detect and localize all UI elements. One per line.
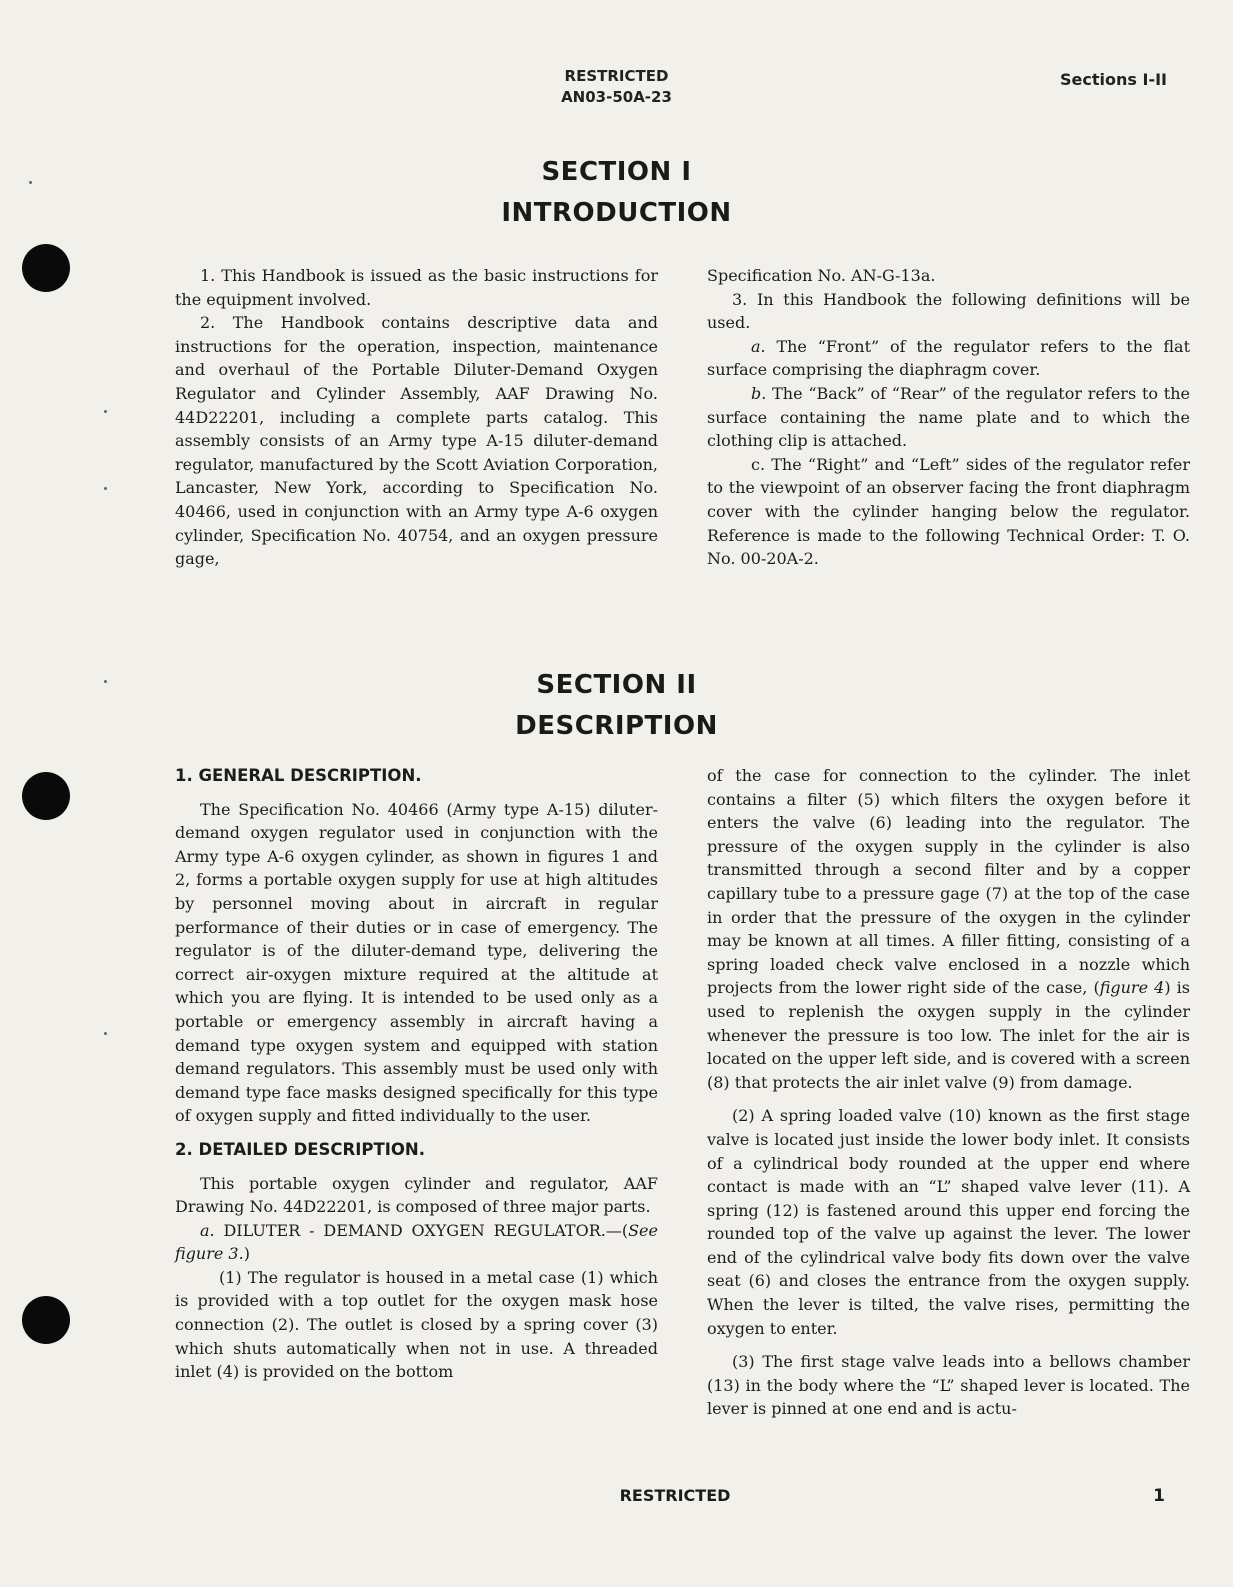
- binder-hole-bottom: [22, 1296, 70, 1344]
- speck: [104, 487, 107, 490]
- regulator-subheading-text: DILUTER - DEMAND OXYGEN REGULATOR.—(: [214, 1220, 629, 1240]
- section1-left-column: [175, 264, 658, 571]
- footer-restricted: RESTRICTED: [619, 1486, 731, 1505]
- binder-hole-top: [22, 244, 70, 292]
- definition-b-text: The “Back” of “Rear” of the regulator refers to the surface containing the name plate and to which the clothing clip is attached.: [707, 383, 1190, 451]
- regulator-paragraph-3: (3) The first stage valve leads into a bellows chamber (13) in the body where the “L” shaped lever is located. The lever is pinned at one end and is actu-: [707, 1352, 1190, 1419]
- intro-paragraph-2: 2. The Handbook contains descriptive data and instructions for the operation, inspection, maintenance and overhaul of the Portable Diluter-Demand Oxygen Regulator and Cylinder Assembly, AAF Drawing No. 44D22201, including a complete parts catalog. This assembly consists of an Army type A-15 diluter-demand regulator, manufactured by the Scott Aviation Corporation, Lancaster, New York, according to Specification No. 40466, used in conjunction with an Army type A-6 oxygen cylinder, Specification No. 40754, and an oxygen pressure gage,: [175, 313, 658, 569]
- page-number: 1: [1153, 1486, 1165, 1506]
- general-description-heading: 1. GENERAL DESCRIPTION.: [175, 766, 422, 785]
- section1-number: SECTION I: [541, 157, 692, 187]
- section2-right-column: [707, 764, 1190, 1421]
- definition-a: [707, 335, 1190, 382]
- speck: [104, 410, 107, 413]
- header-doc-number: AN03-50A-23: [561, 88, 672, 106]
- regulator-subheading-close: ): [243, 1244, 250, 1264]
- header-sections-label: Sections I-II: [1060, 70, 1167, 89]
- regulator-paragraph-1-continued-b: ) is used to replenish the oxygen supply in the cylinder whenever the pressure is too low. The inlet for the air is located on the upper left side, and is covered with a screen (8) that protects the air inlet valve (9) from damage.: [707, 978, 1191, 1092]
- header-restricted: RESTRICTED: [564, 67, 669, 85]
- filler-figure-reference: figure 4: [1099, 978, 1165, 998]
- regulator-subheading-label: a.: [200, 1220, 215, 1240]
- intro-paragraph-2-continued: Specification No. AN-G-13a.: [707, 266, 936, 285]
- intro-paragraph-3: 3. In this Handbook the following definitions will be used.: [707, 289, 1190, 333]
- section2-title: DESCRIPTION: [515, 711, 718, 741]
- regulator-paragraph-1: (1) The regulator is housed in a metal case (1) which is provided with a top outlet for the oxygen mask hose connection (2). The outlet is closed by a spring cover (3) which shuts automatically when not in use. A threaded inlet (4) is provided on the bottom: [175, 1267, 658, 1382]
- section1-title: INTRODUCTION: [501, 198, 732, 228]
- definition-c: c. The “Right” and “Left” sides of the regulator refer to the viewpoint of an observer facing the front diaphragm cover with the cylinder hanging below the regulator. Reference is made to the following Technical Order: T. O. No. 00-20A-2.: [707, 454, 1190, 569]
- regulator-paragraph-1-continued: [707, 764, 1190, 1094]
- definition-a-text: The “Front” of the regulator refers to the flat surface comprising the diaphragm cover.: [707, 336, 1190, 380]
- page-header: [0, 66, 1233, 108]
- regulator-subheading: [175, 1219, 658, 1266]
- regulator-figure-reference: See figure 3.: [175, 1220, 658, 1264]
- definition-a-label: a.: [751, 336, 766, 356]
- definition-b: [707, 382, 1190, 453]
- section1-right-column: [707, 264, 1190, 571]
- definition-b-label: b.: [751, 383, 767, 403]
- general-description-paragraph: The Specification No. 40466 (Army type A-15) diluter-demand oxygen regulator used in conjunction with the Army type A-6 oxygen cylinder, as shown in figures 1 and 2, forms a portable oxygen supply for use at high altitudes by personnel moving about in aircraft in regular performance of their duties or in case of emergency. The regulator is of the diluter-demand type, delivering the correct air-oxygen mixture required at the altitude at which you are flying. It is intended to be used only as a portable or emergency assembly in aircraft having a demand type oxygen system and equipped with station demand regulators. This assembly must be used only with demand type face masks designed specifically for this type of oxygen supply and fitted individually to the user.: [175, 799, 658, 1126]
- detailed-description-paragraph: This portable oxygen cylinder and regulator, AAF Drawing No. 44D22201, is composed of three major parts.: [175, 1173, 658, 1217]
- regulator-paragraph-1-continued-a: of the case for connection to the cylinder. The inlet contains a filter (5) which filters the oxygen before it enters the valve (6) leading into the regulator. The pressure of the oxygen supply in the cylinder is also transmitted through a second filter and by a copper capillary tube to a pressure gage (7) at the top of the case in order that the pressure of the oxygen in the cylinder may be known at all times. A filler fitting, consisting of a spring loaded check valve enclosed in a nozzle which projects from the lower right side of the case, (: [707, 766, 1190, 998]
- speck: [104, 1032, 107, 1035]
- intro-paragraph-1: 1. This Handbook is issued as the basic instructions for the equipment involved.: [175, 266, 658, 309]
- section2-number: SECTION II: [536, 670, 697, 700]
- detailed-description-heading: 2. DETAILED DESCRIPTION.: [175, 1139, 425, 1159]
- section2-left-column: [175, 764, 658, 1384]
- section2-heading: [0, 665, 1233, 747]
- binder-hole-middle: [22, 772, 70, 820]
- regulator-paragraph-2: (2) A spring loaded valve (10) known as the first stage valve is located just inside the lower body inlet. It consists of a cylindrical body rounded at the upper end where contact is made with an “L” shaped valve lever (11). A spring (12) is fastened around this upper end forcing the rounded top of the valve up against the lever. The lower end of the cylindrical valve body fits down over the valve seat (6) and closes the entrance from the oxygen supply. When the lever is tilted, the valve rises, permitting the oxygen to enter.: [707, 1106, 1190, 1338]
- section1-heading: [0, 152, 1233, 234]
